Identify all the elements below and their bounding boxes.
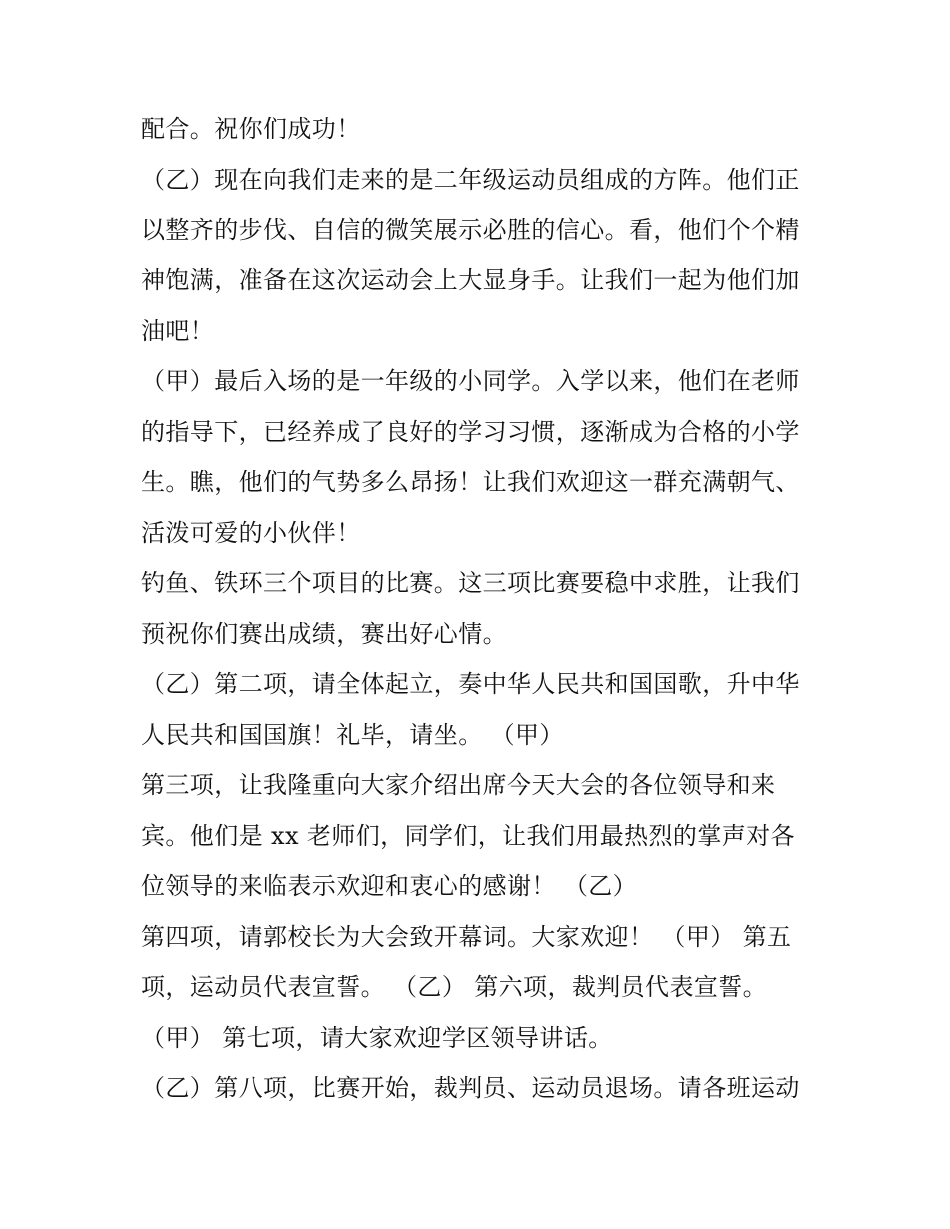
text-line: 神饱满，准备在这次运动会上大显身手。让我们一起为他们加 — [141, 266, 800, 294]
text-line: （乙）第二项，请全体起立，奏中华人民共和国国歌，升中华 — [141, 670, 800, 698]
text-line: 油吧！ — [141, 317, 215, 345]
text-line: （甲） 第七项，请大家欢迎学区领导讲话。 — [141, 1024, 613, 1052]
text-line: （甲）最后入场的是一年级的小同学。入学以来，他们在老师 — [141, 367, 800, 395]
text-line: 项，运动员代表宣誓。 （乙） 第六项，裁判员代表宣誓。 — [141, 973, 768, 1001]
text-line: 宾。他们是 xx 老师们，同学们，让我们用最热烈的掌声对各 — [141, 822, 795, 850]
text-line: 配合。祝你们成功！ — [141, 115, 361, 143]
text-line: 第三项，让我隆重向大家介绍出席今天大会的各位领导和来 — [141, 771, 776, 799]
text-line: （乙）第八项，比赛开始，裁判员、运动员退场。请各班运动 — [141, 1074, 800, 1102]
text-line: 第四项，请郭校长为大会致开幕词。大家欢迎！ （甲） 第五 — [141, 923, 792, 951]
text-line: 生。瞧，他们的气势多么昂扬！让我们欢迎这一群充满朝气、 — [141, 468, 800, 496]
text-line: 人民共和国国旗！礼毕，请坐。 （甲） — [141, 721, 564, 749]
text-line: 预祝你们赛出成绩，赛出好心情。 — [141, 620, 507, 648]
text-line: 位领导的来临表示欢迎和衷心的感谢！ （乙） — [141, 872, 638, 900]
text-line: 以整齐的步伐、自信的微笑展示必胜的信心。看，他们个个精 — [141, 216, 800, 244]
text-line: 活泼可爱的小伙伴！ — [141, 519, 361, 547]
text-line: 钓鱼、铁环三个项目的比赛。这三项比赛要稳中求胜，让我们 — [141, 569, 800, 597]
text-line: （乙）现在向我们走来的是二年级运动员组成的方阵。他们正 — [141, 166, 800, 194]
text-line: 的指导下，已经养成了良好的学习习惯，逐渐成为合格的小学 — [141, 418, 800, 446]
